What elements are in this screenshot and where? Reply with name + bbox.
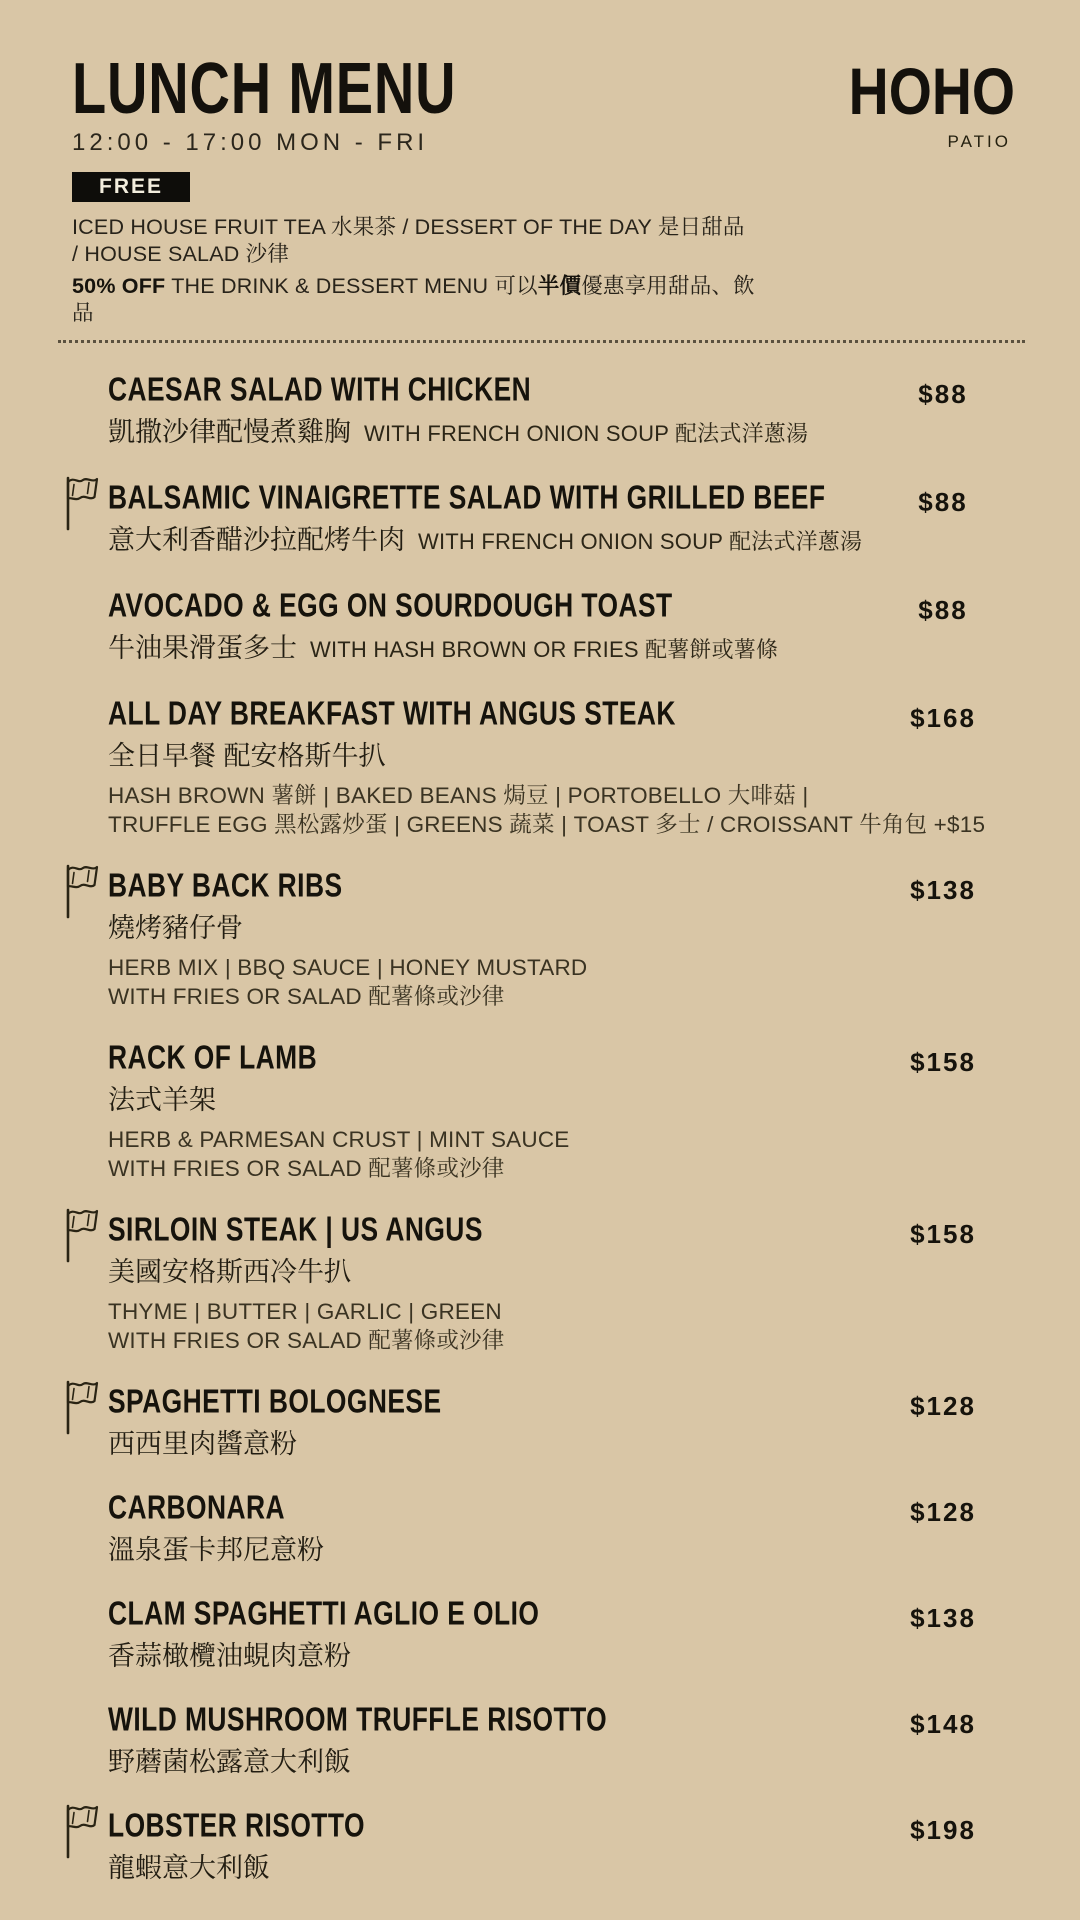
item-subtitle-chinese: 意大利香醋沙拉配烤牛肉 [108,525,405,555]
header [72,47,1015,327]
item-subtitle-chinese: 香蒜橄欖油蜆肉意粉 [108,1641,351,1671]
item-price: $88 [918,595,968,625]
item-subtitle [108,911,1015,945]
item-details [108,1297,1015,1355]
item-subtitle-chinese: 西西里肉醬意粉 [108,1429,297,1459]
item-subtitle-chinese: 全日早餐 配安格斯牛扒 [108,741,386,771]
free-offer-highlight: 半價 [537,274,582,298]
item-details [108,953,1015,1011]
menu-item [108,587,1015,667]
free-offer-highlight: 50% OFF [72,274,166,298]
item-subtitle [108,415,1015,451]
page-title-text: LUNCH MENU [72,47,457,129]
item-subtitle [108,1533,1015,1567]
page-title [72,47,755,129]
item-name-text: LOBSTER RISOTTO [108,1807,365,1844]
item-subtitle-chinese: 凱撒沙律配慢煮雞胸 [108,417,351,447]
free-offer-line2 [72,273,755,327]
item-subtitle [108,1639,1015,1673]
item-name-text: AVOCADO & EGG ON SOURDOUGH TOAST [108,587,673,624]
item-name [108,371,1015,408]
item-name-text: RACK OF LAMB [108,1039,318,1076]
dotted-divider [58,340,1025,343]
flag-icon [62,474,102,532]
item-name-text: BABY BACK RIBS [108,867,343,904]
brand-logo [755,54,1015,128]
item-price: $148 [910,1709,976,1739]
item-price: $158 [910,1219,976,1249]
menu-item [108,371,1015,451]
item-name-text: CLAM SPAGHETTI AGLIO E OLIO [108,1595,540,1632]
menu-item [108,479,1015,559]
menu-item [108,1383,1015,1461]
item-name [108,587,1015,624]
free-badge: FREE [72,172,190,202]
item-name [108,1489,1015,1526]
flag-icon [62,862,102,920]
item-name [108,1211,1015,1248]
flag-icon [62,1378,102,1436]
item-subtitle [108,523,1015,559]
item-name [108,1383,1015,1420]
item-name-text: BALSAMIC VINAIGRETTE SALAD WITH GRILLED BEEF [108,479,826,516]
brand-sublabel: PATIO [947,132,1011,151]
item-subtitle-chinese: 美國安格斯西冷牛扒 [108,1257,351,1287]
item-name-text: SPAGHETTI BOLOGNESE [108,1383,442,1420]
item-subtitle-chinese: 牛油果滑蛋多士 [108,633,297,663]
free-offer-line1: ICED HOUSE FRUIT TEA 水果茶 / DESSERT OF THE DAY 是日甜品 / HOUSE SALAD 沙律 [72,215,745,266]
item-subtitle-chinese: 野蘑菌松露意大利飯 [108,1747,351,1777]
menu-item [108,1595,1015,1673]
item-price: $138 [910,1603,976,1633]
menu-item [108,1489,1015,1567]
item-detail-line: THYME | BUTTER | GARLIC | GREEN [108,1299,502,1324]
opening-hours: 12:00 - 17:00 MON - FRI [72,129,429,156]
item-subtitle-note: WITH FRENCH ONION SOUP 配法式洋蔥湯 [418,529,863,554]
item-detail-line: HERB & PARMESAN CRUST | MINT SAUCE [108,1127,570,1152]
item-name [108,1039,1015,1076]
item-price: $158 [910,1047,976,1077]
item-price: $198 [910,1815,976,1845]
flag-icon [62,1802,102,1860]
menu-item [108,1807,1015,1885]
item-subtitle [108,1745,1015,1779]
item-name [108,867,1015,904]
item-name-text: ALL DAY BREAKFAST WITH ANGUS STEAK [108,695,676,732]
item-price: $168 [910,703,976,733]
item-price: $88 [918,487,968,517]
flag-icon [62,1206,102,1264]
item-detail-line: TRUFFLE EGG 黑松露炒蛋 | GREENS 蔬菜 | TOAST 多士 / CROISSANT 牛角包 +$15 [108,812,986,837]
item-subtitle [108,1851,1015,1885]
menu-item [108,695,1015,839]
item-name-text: WILD MUSHROOM TRUFFLE RISOTTO [108,1701,608,1738]
item-price: $88 [918,379,968,409]
item-subtitle-chinese: 溫泉蛋卡邦尼意粉 [108,1535,324,1565]
item-price: $138 [910,875,976,905]
item-price: $128 [910,1497,976,1527]
item-detail-line: WITH FRIES OR SALAD 配薯條或沙律 [108,1156,505,1181]
item-name [108,1595,1015,1632]
title-block [72,47,755,327]
free-offer-text: 優惠享用甜品、飲品 [72,274,755,325]
item-subtitle-chinese: 龍蝦意大利飯 [108,1853,270,1883]
item-name-text: CAESAR SALAD WITH CHICKEN [108,371,532,408]
item-subtitle-note: WITH HASH BROWN OR FRIES 配薯餅或薯條 [310,637,779,662]
item-details [108,1125,1015,1183]
menu-item [108,867,1015,1011]
item-subtitle [108,739,1015,773]
item-subtitle-chinese: 燒烤豬仔骨 [108,913,243,943]
item-details [108,781,1015,839]
item-subtitle [108,1255,1015,1289]
item-detail-line: WITH FRIES OR SALAD 配薯條或沙律 [108,1328,505,1353]
free-offer-text: THE DRINK & DESSERT MENU 可以 [165,274,538,298]
menu-item [108,1701,1015,1779]
item-name [108,695,1015,732]
brand-block [755,52,1015,152]
item-subtitle [108,1427,1015,1461]
menu-item [108,1211,1015,1355]
item-detail-line: HERB MIX | BBQ SAUCE | HONEY MUSTARD [108,955,588,980]
item-subtitle-note: WITH FRENCH ONION SOUP 配法式洋蔥湯 [364,421,809,446]
item-detail-line: HASH BROWN 薯餅 | BAKED BEANS 焗豆 | PORTOBELLO 大啡菇 | [108,783,809,808]
item-subtitle-chinese: 法式羊架 [108,1085,216,1115]
item-subtitle [108,1083,1015,1117]
brand-logo-text: HOHO [848,54,1015,128]
item-name-text: CARBONARA [108,1489,286,1526]
item-name [108,1701,1015,1738]
item-price: $128 [910,1391,976,1421]
menu-list [72,371,1015,1885]
item-name [108,1807,1015,1844]
item-subtitle [108,631,1015,667]
item-name [108,479,1015,516]
menu-item [108,1039,1015,1183]
item-detail-line: WITH FRIES OR SALAD 配薯條或沙律 [108,984,505,1009]
item-name-text: SIRLOIN STEAK | US ANGUS [108,1211,483,1248]
